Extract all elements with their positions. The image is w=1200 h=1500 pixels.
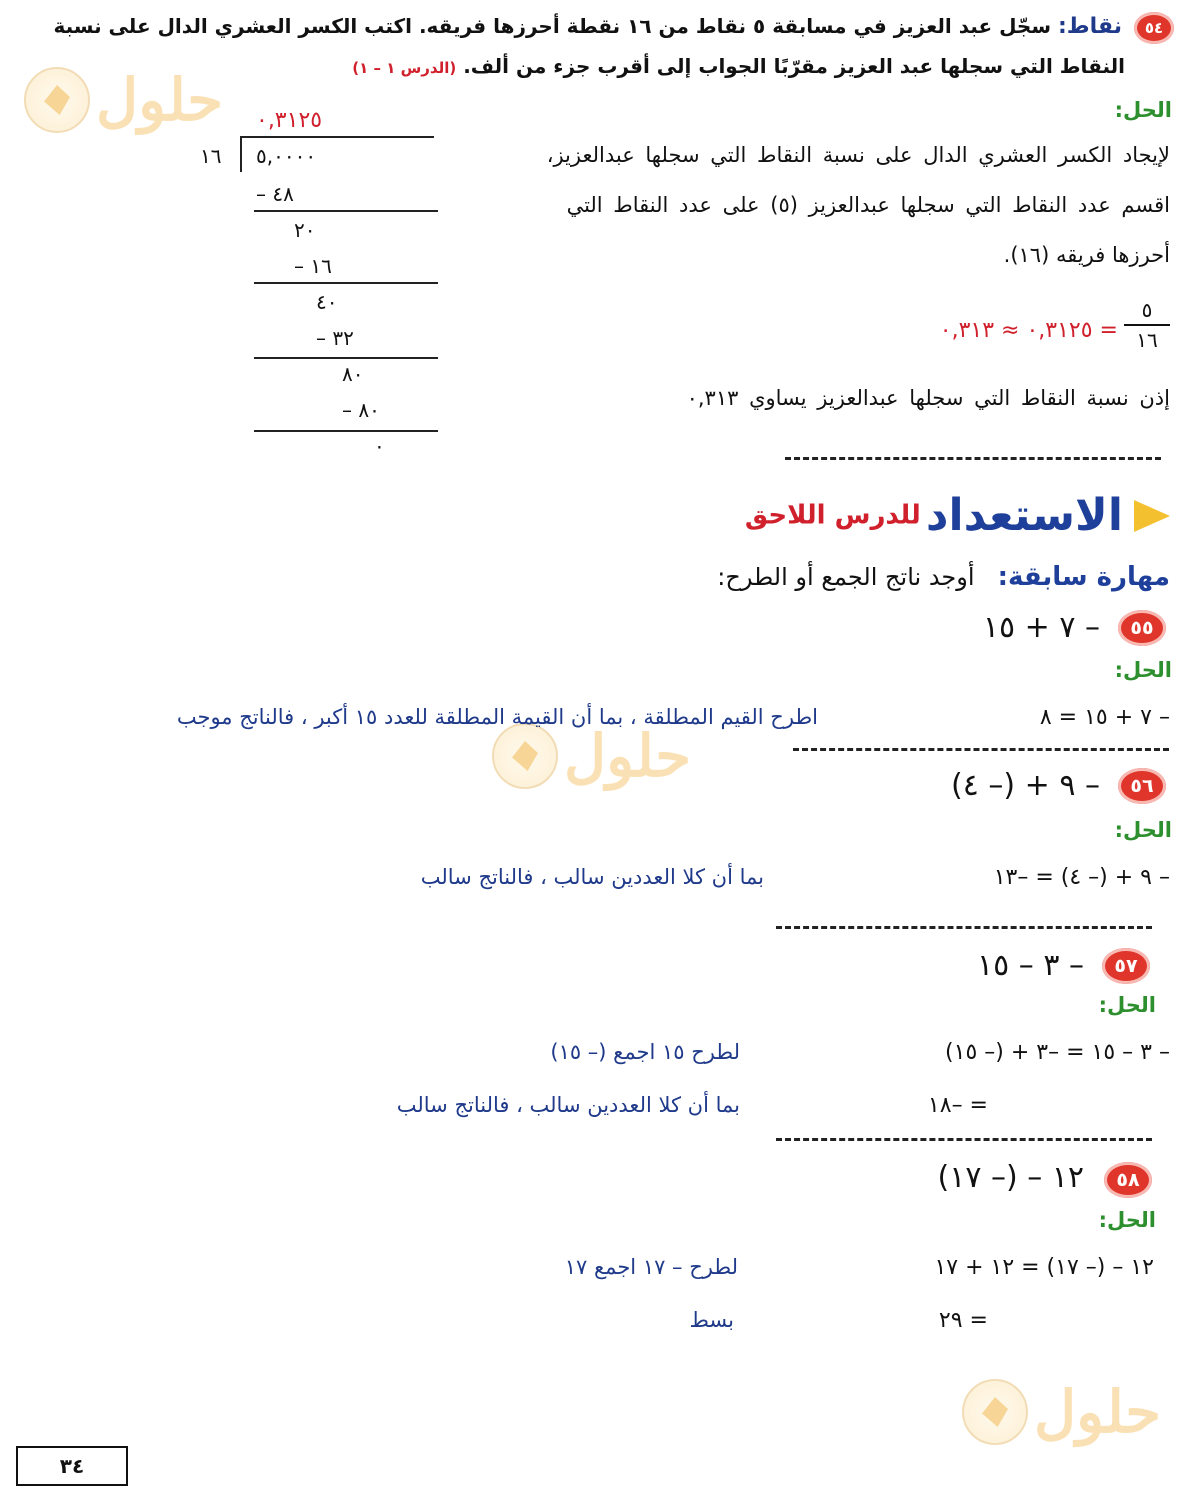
problem-text: النقاط التي سجلها عبد العزيز مقرّبًا الجواب إلى أقرب جزء من ألف.	[463, 54, 1125, 78]
problem-number-badge: ٥٧	[1102, 948, 1150, 984]
fraction-denominator: ١٦	[1136, 328, 1158, 352]
solution-note: بسط	[689, 1308, 734, 1332]
solution-label: الحل:	[1114, 658, 1172, 682]
problem-text: سجّل عبد العزيز في مسابقة ٥ نقاط من ١٦ نقطة أحرزها فريقه. اكتب الكسر العشري الدال على نسبة	[53, 14, 1052, 38]
solution-note: بما أن كلا العددين سالب ، فالناتج سالب	[396, 1093, 740, 1117]
solution-label: الحل:	[1098, 993, 1156, 1017]
solution-math: – ٣ – ١٥ = –٣ + (– ١٥)	[945, 1040, 1170, 1065]
division-quotient: ٠,٣١٢٥	[256, 108, 323, 133]
arrow-icon	[1134, 500, 1170, 532]
solution-note: بما أن كلا العددين سالب ، فالناتج سالب	[420, 865, 764, 889]
fraction	[1124, 298, 1170, 352]
solution-label: الحل:	[1098, 1208, 1156, 1232]
division-dividend: ٥,٠٠٠٠	[256, 144, 317, 168]
long-division	[190, 100, 450, 460]
solution-label: الحل:	[1114, 98, 1172, 122]
page-number-box	[16, 1446, 128, 1486]
divider	[776, 926, 1152, 929]
problem-expression: – ٩ + (– ٤)	[951, 768, 1100, 803]
section-title: الاستعداد	[925, 490, 1123, 541]
solution-note: لطرح – ١٧ اجمع ١٧	[564, 1255, 738, 1279]
problem-number-badge: ٥٥	[1118, 610, 1166, 646]
fraction-result: = ٠,٣١٢٥ ≈ ٠,٣١٣	[939, 318, 1118, 343]
lesson-reference: (الدرس ١ – ١)	[352, 59, 457, 77]
problem-label: نقاط:	[1057, 14, 1122, 39]
division-step: ٨٠	[342, 362, 364, 386]
divider	[793, 748, 1169, 751]
logo-text: حلول	[96, 66, 224, 134]
skill-line	[717, 562, 1170, 592]
problem-expression: – ٧ + ١٥	[982, 610, 1100, 645]
skill-label: مهارة سابقة:	[997, 562, 1170, 592]
solution-note: اطرح القيم المطلقة ، بما أن القيمة المطلقة للعدد ١٥ أكبر ، فالناتج موجب	[176, 705, 818, 729]
solution-math: – ٧ + ١٥ = ٨	[1039, 705, 1170, 730]
solution-label: الحل:	[1114, 818, 1172, 842]
solution-line: أحرزها فريقه (١٦).	[1003, 243, 1170, 267]
page-number: ٣٤	[59, 1454, 85, 1478]
solution-line: اقسم عدد النقاط التي سجلها عبدالعزيز (٥) على عدد النقاط التي	[566, 193, 1170, 217]
problem-54-line1	[53, 14, 1122, 40]
logo-text: حلول	[1034, 1378, 1162, 1446]
problem-expression: ١٢ – (– ١٧)	[937, 1160, 1084, 1195]
problem-54-line2	[352, 54, 1125, 78]
problem-number-badge: ٥٨	[1104, 1162, 1152, 1198]
division-divisor: ١٦	[200, 144, 222, 168]
division-step: ٢٠	[294, 218, 316, 242]
logo-text: حلول	[564, 722, 692, 790]
solution-math: = ٢٩	[938, 1308, 988, 1333]
skill-text: أوجد ناتج الجمع أو الطرح:	[717, 563, 975, 591]
conclusion: إذن نسبة النقاط التي سجلها عبدالعزيز يساوي ٠,٣١٣	[686, 386, 1170, 410]
division-step: – ٣٢	[316, 326, 354, 350]
solution-math: – ٩ + (– ٤) = –١٣	[993, 865, 1170, 890]
divider	[776, 1138, 1152, 1141]
section-header	[745, 490, 1170, 541]
problem-number-badge: ٥٤	[1134, 12, 1174, 44]
divider	[785, 457, 1161, 460]
watermark-logo-middle	[492, 722, 691, 790]
division-step: – ٨٠	[342, 398, 380, 422]
division-step: – ١٦	[294, 254, 332, 278]
solution-math: ١٢ – (– ١٧) = ١٢ + ١٧	[934, 1255, 1154, 1280]
logo-icon	[962, 1379, 1028, 1445]
watermark-logo-bottom	[962, 1378, 1161, 1446]
division-step: ٤٠	[316, 290, 338, 314]
solution-math: = –١٨	[927, 1093, 988, 1118]
division-step: – ٤٨	[256, 182, 294, 206]
solution-line: لإيجاد الكسر العشري الدال على نسبة النقاط التي سجلها عبدالعزيز،	[546, 143, 1170, 167]
problem-expression: – ٣ – ١٥	[977, 948, 1084, 983]
section-subtitle: للدرس اللاحق	[744, 500, 921, 531]
logo-icon	[24, 67, 90, 133]
division-step: ٠	[374, 434, 385, 458]
fraction-numerator: ٥	[1141, 298, 1153, 322]
problem-number-badge: ٥٦	[1118, 768, 1166, 804]
solution-note: لطرح ١٥ اجمع (– ١٥)	[550, 1040, 740, 1064]
logo-icon	[492, 723, 558, 789]
